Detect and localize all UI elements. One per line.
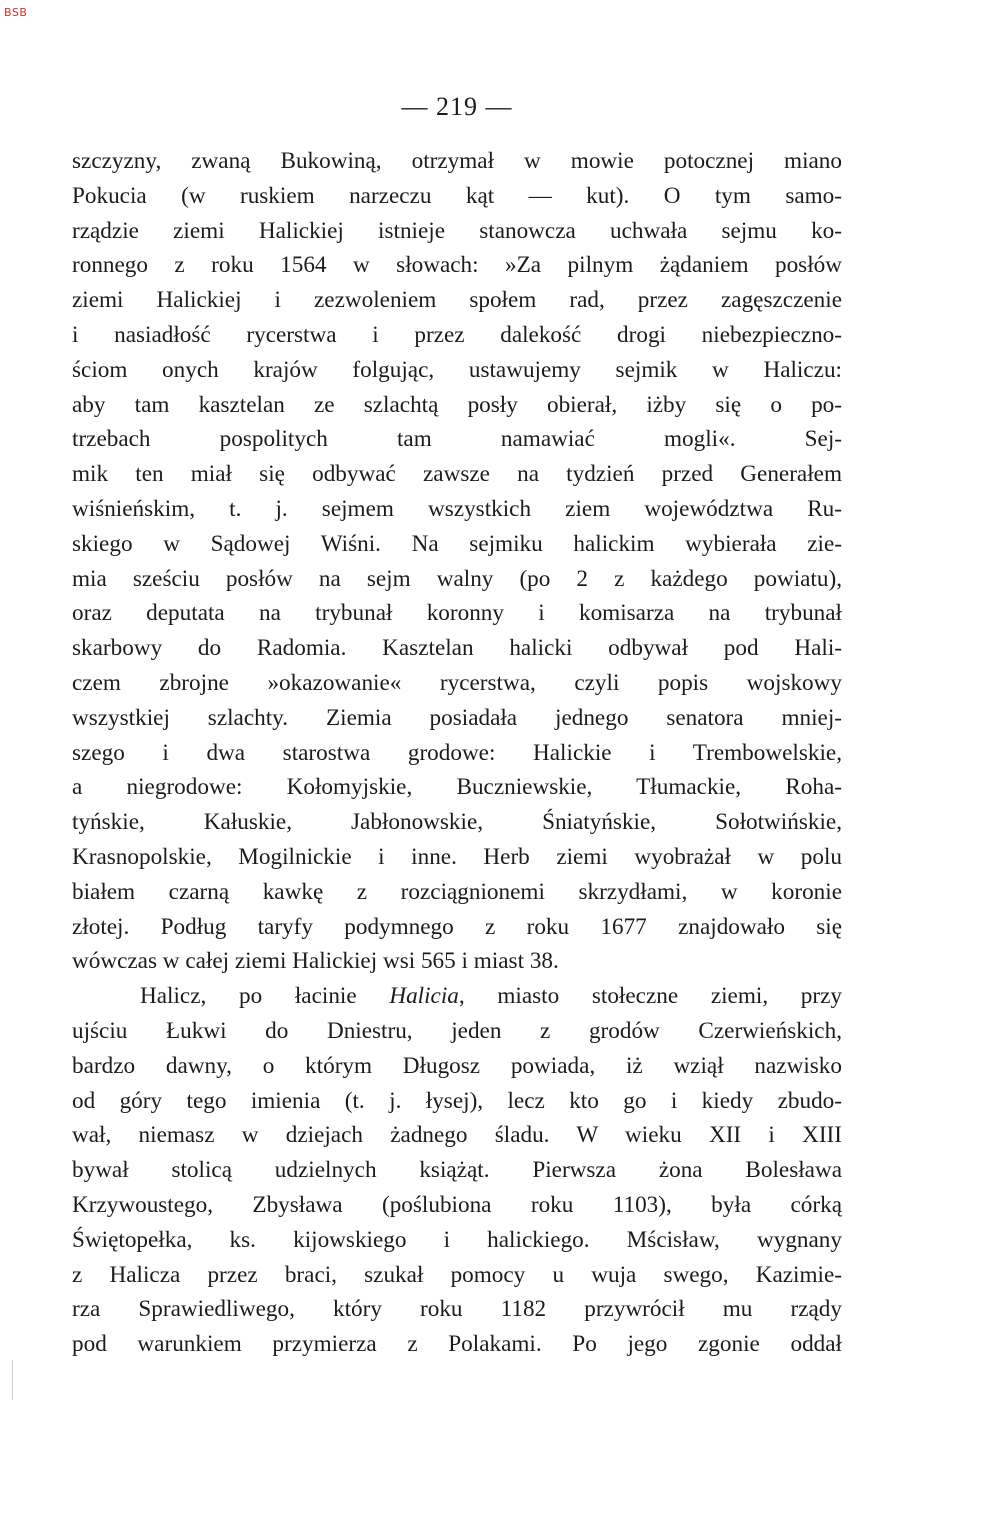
text-line: od góry tego imienia (t. j. łysej), lecz kto go i kiedy zbudo-	[72, 1087, 842, 1114]
text-line: skarbowy do Radomia. Kasztelan halicki odbywał pod Hali-	[72, 635, 842, 662]
text-line: ściom onych krajów folgując, ustawujemy sejmik w Haliczu:	[72, 356, 842, 383]
text-line-first	[72, 979, 842, 1014]
book-page	[72, 92, 842, 1362]
text-line: rza Sprawiedliwego, który roku 1182 przywrócił mu rządy	[72, 1296, 842, 1323]
text-line: szego i dwa starostwa grodowe: Halickie i Trembowelskie,	[72, 739, 842, 766]
text-line: Świętopełka, ks. kijowskiego i halickiego. Mścisław, wygnany	[72, 1226, 842, 1253]
text-line: rządzie ziemi Halickiej istnieje stanowcza uchwała sejmu ko-	[72, 217, 842, 244]
text-line: ujściu Łukwi do Dniestru, jeden z grodów Czerwieńskich,	[72, 1017, 842, 1044]
text-line: wał, niemasz w dziejach żadnego śladu. W wieku XII i XIII	[72, 1122, 842, 1149]
text-line: pod warunkiem przymierza z Polakami. Po jego zgonie oddał	[72, 1331, 842, 1358]
text-line: oraz deputata na trybunał koronny i komisarza na trybunał	[72, 600, 842, 627]
paragraph-2	[72, 979, 842, 1362]
text-line: bardzo dawny, o którym Długosz powiada, iż wziął nazwisko	[72, 1052, 842, 1079]
margin-mark	[12, 1360, 13, 1400]
text-line: Krzywoustego, Zbysława (poślubiona roku 1103), była córką	[72, 1191, 842, 1218]
text-line: wiśnieńskim, t. j. sejmem wszystkich ziem województwa Ru-	[72, 495, 842, 522]
paragraph-1	[72, 144, 842, 979]
text-line: tyńskie, Kałuskie, Jabłonowskie, Śniatyńskie, Sołotwińskie,	[72, 809, 842, 836]
text-line: Krasnopolskie, Mogilnickie i inne. Herb ziemi wyobrażał w polu	[72, 843, 842, 870]
italic-term: Halicia	[389, 983, 459, 1010]
text-run: , miasto stołeczne ziemi, przy	[458, 983, 842, 1010]
text-line: trzebach pospolitych tam namawiać mogli«. Sej-	[72, 426, 842, 453]
text-line: mia sześciu posłów na sejm walny (po 2 z każdego powiatu),	[72, 565, 842, 592]
text-line: bywał stolicą udzielnych książąt. Pierwsza żona Bolesława	[72, 1157, 842, 1184]
text-line: wówczas w całej ziemi Halickiej wsi 565 i miast 38.	[72, 948, 559, 975]
text-line: czem zbrojne »okazowanie« rycerstwa, czyli popis wojskowy	[72, 669, 842, 696]
text-line: wszystkiej szlachty. Ziemia posiadała jednego senatora mniej-	[72, 704, 842, 731]
text-line: mik ten miał się odbywać zawsze na tydzień przed Generałem	[72, 461, 842, 488]
text-line: Pokucia (w ruskiem narzeczu kąt — kut). O tym samo-	[72, 182, 842, 209]
page-number: — 219 —	[401, 92, 513, 121]
text-line: ronnego z roku 1564 w słowach: »Za pilnym żądaniem posłów	[72, 252, 842, 279]
text-line: aby tam kasztelan ze szlachtą posły obierał, iżby się o po-	[72, 391, 842, 418]
text-line: szczyzny, zwaną Bukowiną, otrzymał w mowie potocznej miano	[72, 148, 842, 174]
text-line: ziemi Halickiej i zezwoleniem społem rad, przez zagęszczenie	[72, 287, 842, 314]
text-line: skiego w Sądowej Wiśni. Na sejmiku halickim wybierała zie-	[72, 530, 842, 557]
text-line: a niegrodowe: Kołomyjskie, Buczniewskie, Tłumackie, Roha-	[72, 774, 842, 801]
text-line: i nasiadłość rycerstwa i przez dalekość drogi niebezpieczno-	[72, 321, 842, 348]
text-line: białem czarną kawkę z rozciągnionemi skrzydłami, w koronie	[72, 878, 842, 905]
library-stamp: BSB	[4, 6, 28, 19]
text-line: z Halicza przez braci, szukał pomocy u wuja swego, Kazimie-	[72, 1261, 842, 1288]
text-run: Halicz, po łacinie	[140, 983, 390, 1010]
text-line: złotej. Podług taryfy podymnego z roku 1677 znajdowało się	[72, 913, 842, 940]
